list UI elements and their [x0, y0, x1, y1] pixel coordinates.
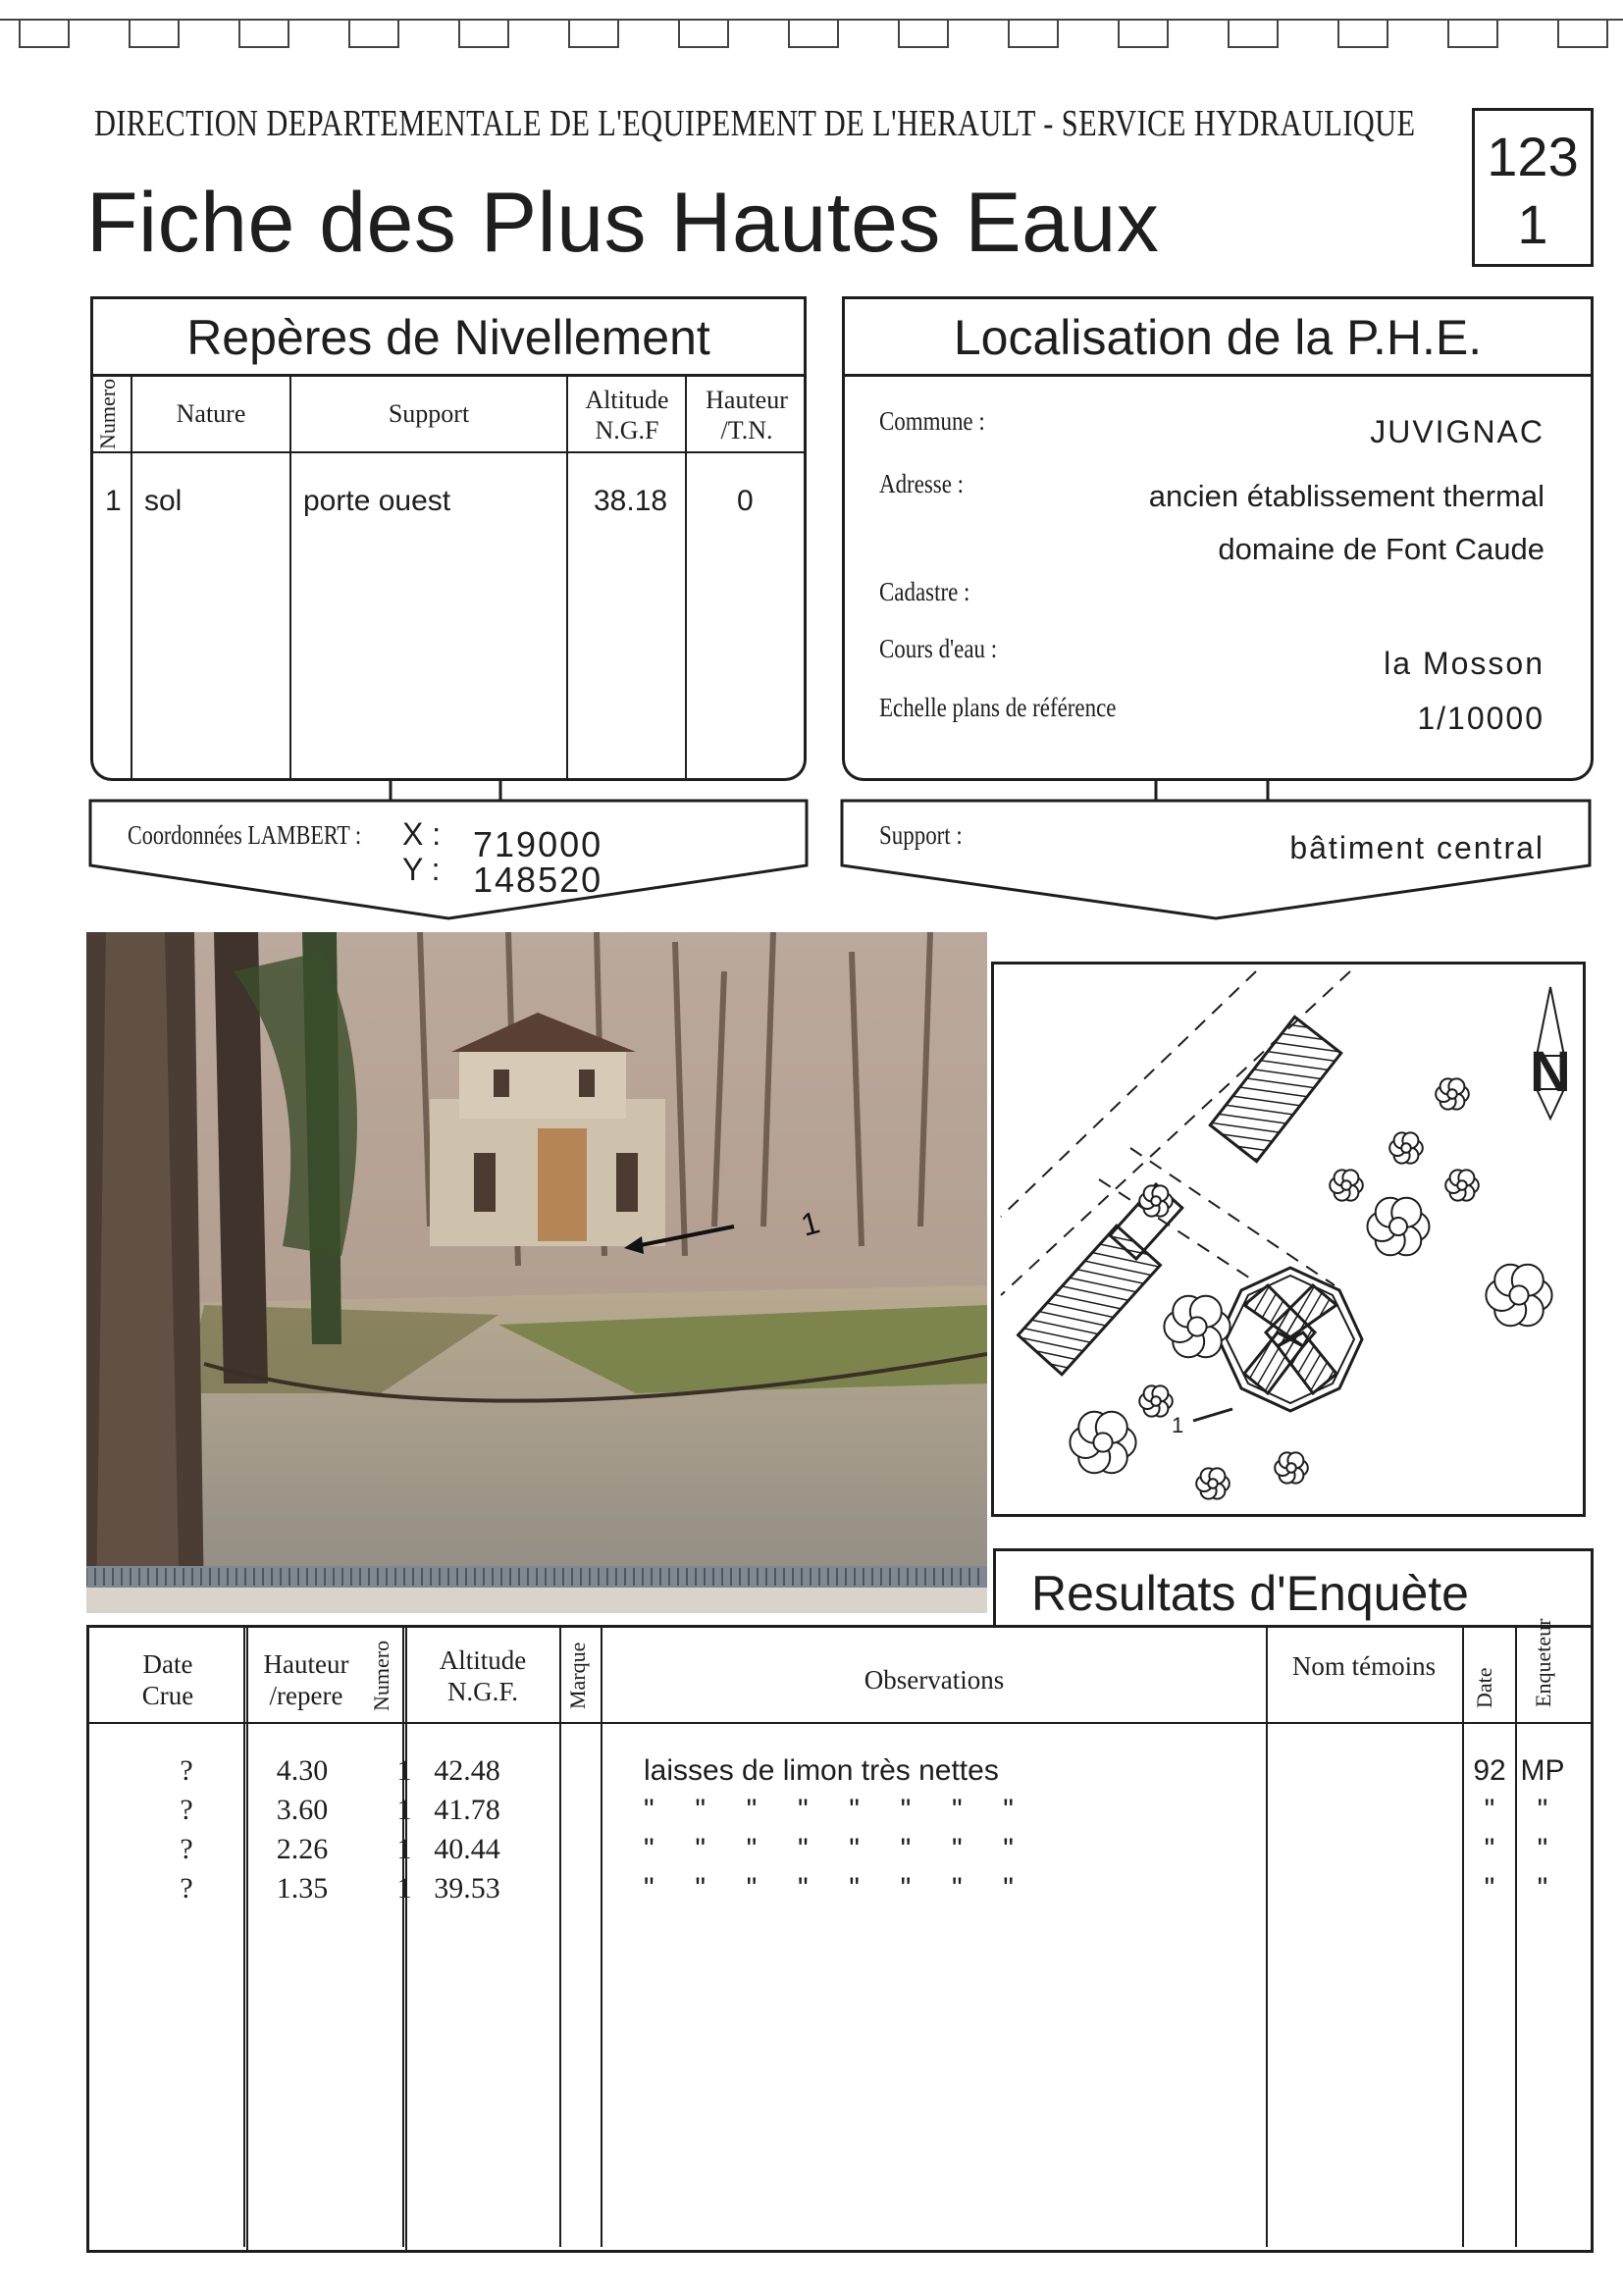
row-date: 92: [1473, 1754, 1506, 1787]
binder-ring: [679, 20, 728, 47]
sheet-sub: 1: [1517, 193, 1548, 255]
row-date-crue: ?: [180, 1833, 193, 1865]
row-observation: " " " " " " " ": [644, 1872, 1014, 1905]
tree-icon: [1139, 1185, 1173, 1216]
tree-icon: [1070, 1412, 1135, 1473]
site-photo: [86, 932, 987, 1613]
row-enqueteur: ": [1537, 1794, 1548, 1826]
row-date: ": [1484, 1833, 1495, 1865]
tree-icon: [1445, 1170, 1479, 1200]
y-label: Y :: [402, 852, 441, 887]
col-altitude-res: Altitude N.G.F.: [439, 1645, 527, 1707]
tree-icon: [1164, 1296, 1230, 1357]
tree-icon: [1368, 1198, 1430, 1256]
tree-icon: [1330, 1170, 1363, 1200]
coord-banner: [86, 773, 814, 930]
row-hauteur: 0: [737, 485, 754, 517]
coord-label: Coordonnées LAMBERT :: [128, 820, 362, 850]
col-marque: Marque: [565, 1642, 590, 1710]
col-nom-temoins: Nom témoins: [1291, 1651, 1437, 1681]
binder-ring: [1338, 20, 1387, 47]
resultats-title: Resultats d'Enquète: [1031, 1566, 1469, 1621]
binder-ring: [20, 20, 69, 47]
col-date: Date: [1472, 1667, 1496, 1708]
echelle-value: 1/10000: [1417, 701, 1544, 736]
row-altitude: 38.18: [594, 485, 668, 517]
col-enqueteur: Enqueteur: [1531, 1618, 1555, 1708]
row-date: ": [1484, 1794, 1495, 1826]
col-numero-res: Numero: [369, 1640, 393, 1712]
binder-ring: [1558, 20, 1607, 47]
adresse-line-2: domaine de Font Caude: [1218, 532, 1544, 566]
col-observations: Observations: [864, 1665, 1005, 1695]
reperes-title: Repères de Nivellement: [186, 310, 710, 365]
row-observation: " " " " " " " ": [644, 1794, 1014, 1826]
sheet-number-box: [1472, 108, 1594, 267]
col-hauteur-repere: Hauteur /repere: [263, 1649, 349, 1711]
row-hauteur: 1.35: [276, 1872, 329, 1905]
page-title: Fiche des Plus Hautes Eaux: [86, 176, 1160, 270]
binder-ring: [1448, 20, 1497, 47]
row-altitude: 42.48: [434, 1754, 500, 1787]
cadastre-label: Cadastre :: [879, 577, 970, 606]
col-altitude: Altitude N.G.F: [585, 386, 669, 445]
localisation-title-box: [842, 296, 1594, 377]
col-hauteur: Hauteur /T.N.: [706, 386, 788, 445]
site-plan: [991, 962, 1586, 1517]
row-numero: 1: [396, 1833, 412, 1865]
row-support: porte ouest: [303, 485, 451, 517]
row-observation: laisses de limon très nettes: [644, 1754, 999, 1787]
row-numero: 1: [396, 1872, 412, 1905]
row-numero: 1: [396, 1794, 412, 1826]
direction-header: DIRECTION DEPARTEMENTALE DE L'EQUIPEMENT DE L'HERAULT - SERVICE HYDRAULIQUE: [94, 103, 1416, 144]
row-date-crue: ?: [180, 1794, 193, 1826]
binder-ring: [239, 20, 288, 47]
x-label: X :: [402, 816, 442, 852]
plan-marker: 1: [1172, 1413, 1184, 1437]
photo-marker: 1: [797, 1204, 824, 1243]
support-value: bâtiment central: [1289, 830, 1544, 865]
row-hauteur: 4.30: [276, 1754, 329, 1787]
row-observation: " " " " " " " ": [644, 1833, 1014, 1865]
tree-icon: [1139, 1385, 1173, 1416]
reperes-table: [90, 377, 807, 781]
y-value: 148520: [473, 860, 603, 900]
row-altitude: 39.53: [434, 1872, 500, 1905]
binder-ring: [899, 20, 948, 47]
row-enqueteur: ": [1537, 1833, 1548, 1865]
tree-icon: [1196, 1468, 1230, 1498]
cours-label: Cours d'eau :: [879, 634, 998, 663]
row-enqueteur: ": [1537, 1872, 1548, 1905]
row-enqueteur: MP: [1520, 1754, 1565, 1787]
x-value: 719000: [473, 824, 603, 864]
tree-icon: [1275, 1452, 1308, 1483]
sheet-number: 123: [1487, 126, 1579, 187]
tree-icon: [1389, 1132, 1423, 1163]
row-nature: sol: [144, 485, 183, 517]
resultats-table: [86, 1625, 1594, 2253]
row-date-crue: ?: [180, 1872, 193, 1905]
col-nature: Nature: [176, 399, 246, 428]
row-numero: 1: [105, 485, 122, 517]
binder-ring: [349, 20, 398, 47]
row-altitude: 40.44: [434, 1833, 500, 1865]
resultats-title-box: [993, 1548, 1594, 1629]
tree-icon: [1436, 1078, 1469, 1109]
cours-value: la Mosson: [1384, 646, 1544, 681]
binder-ring: [130, 20, 179, 47]
col-support: Support: [388, 399, 470, 428]
row-hauteur: 2.26: [276, 1833, 329, 1865]
binder-ring: [459, 20, 508, 47]
col-numero: Numero: [95, 378, 120, 449]
echelle-label: Echelle plans de référence: [879, 693, 1117, 722]
adresse-label: Adresse :: [879, 469, 965, 498]
row-altitude: 41.78: [434, 1794, 500, 1826]
support-label: Support :: [879, 820, 963, 850]
tree-icon: [1486, 1265, 1551, 1326]
row-numero: 1: [396, 1754, 412, 1787]
row-date: ": [1484, 1872, 1495, 1905]
adresse-line-1: ancien établissement thermal: [1148, 479, 1544, 513]
row-date-crue: ?: [180, 1754, 193, 1787]
binder-ring: [1229, 20, 1278, 47]
binder-rings: [0, 0, 1623, 59]
col-date-crue: Date Crue: [141, 1649, 194, 1711]
row-hauteur: 3.60: [276, 1794, 329, 1826]
binder-ring: [1119, 20, 1168, 47]
binder-ring: [569, 20, 618, 47]
localisation-title: Localisation de la P.H.E.: [953, 310, 1483, 365]
binder-ring: [1009, 20, 1058, 47]
binder-ring: [789, 20, 838, 47]
commune-label: Commune :: [879, 406, 985, 436]
north-icon: N: [1530, 1040, 1571, 1104]
commune-value: JUVIGNAC: [1370, 414, 1544, 449]
reperes-title-box: [90, 296, 807, 377]
